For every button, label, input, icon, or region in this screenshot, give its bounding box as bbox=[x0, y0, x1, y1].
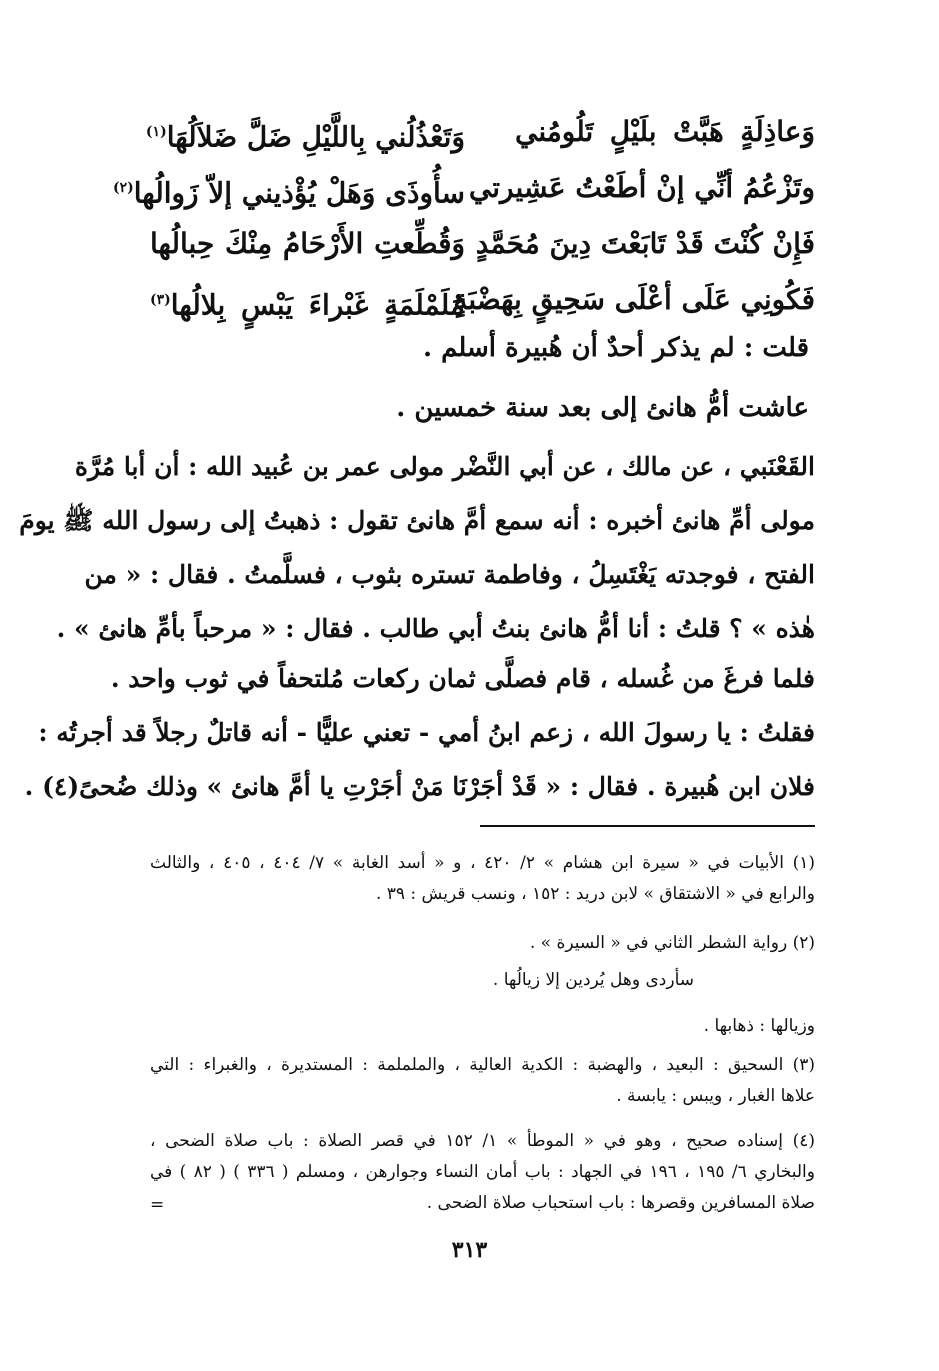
verse-first-hemistich: وَعاذِلَةٍ هَبَّتْ بلَيْلٍ تَلُومُني bbox=[515, 115, 815, 148]
paragraph-line: مولى أمِّ هانئ أخبره : أنه سمع أمَّ هانئ تقول : ذهبتُ إلى رسول الله ﷺ يومَ bbox=[19, 506, 815, 535]
continuation-mark: = bbox=[150, 1195, 165, 1215]
verse-second-text: سأُوذَى وَهَلْ يُؤْذيني إلاّ زَوالُها bbox=[133, 176, 465, 210]
footnote-marker: (٢) bbox=[112, 180, 134, 196]
verse-row bbox=[112, 168, 815, 224]
hadith-paragraph bbox=[19, 440, 815, 656]
footnote-line: والرابع في « الاشتقاق » لابن دريد : ١٥٢ ، ونسب قريش : ٣٩ . bbox=[375, 884, 815, 904]
verse-second-hemistich bbox=[150, 280, 465, 325]
verse-first-hemistich: فَكُونِي عَلَى أعْلَى سَحِيقٍ بِهَضْبَةٍ bbox=[453, 283, 815, 316]
paragraph-line: فلان ابن هُبيرة . فقال : « قَدْ أجَرْنَا مَنْ أجَرْتِ يا أمَّ هانئ » وذلك ضُحىً(٤) . bbox=[24, 772, 815, 801]
footnote-line: (١) الأبيات في « سيرة ابن هشام » ٢/ ٤٢٠ ، و « أسد الغابة » ٧/ ٤٠٤ ، ٤٠٥ ، والثالث bbox=[150, 853, 815, 873]
page-number: ٣١٣ bbox=[451, 1237, 488, 1263]
verse-second-hemistich bbox=[145, 112, 465, 157]
poem-block bbox=[112, 112, 815, 336]
verse-second-text: وَتَعْذُلُني بِاللَّيْلِ ضَلَّ ضَلاَلُهَا bbox=[166, 120, 465, 154]
hadith-paragraph bbox=[24, 652, 815, 814]
footnote-separator bbox=[480, 825, 815, 827]
footnote-2 bbox=[150, 928, 815, 959]
footnote-marker: (٣) bbox=[150, 292, 171, 308]
footnote-line: (٣) السحيق : البعيد ، والهضبة : الكدية العالية ، والململمة : المستديرة ، والغبراء : التي bbox=[150, 1055, 815, 1075]
verse-row bbox=[145, 112, 815, 168]
paragraph-line: هٰذه » ؟ قلتُ : أنا أمُّ هانئ بنتُ أبي طالب . فقال : « مرحباً بأمِّ هانئ » . bbox=[56, 614, 815, 643]
verse-row bbox=[150, 224, 815, 280]
footnote-line: علاها الغبار ، ويبس : يابسة . bbox=[616, 1086, 815, 1106]
footnote-line: (٢) رواية الشطر الثاني في « السيرة » . bbox=[529, 933, 815, 953]
remark-line: قلت : لم يذكر أحدٌ أن هُبيرة أسلم . bbox=[422, 333, 809, 363]
verse-second-text: مُلَمْلَمَةٍ غَبْراءَ يَبْسٍ بِلالُها bbox=[170, 288, 465, 322]
paragraph-line: فلما فرغَ من غُسله ، قام فصلَّى ثمان ركعات مُلتحفاً في ثوب واحد . bbox=[110, 664, 815, 693]
footnote-line: وزيالها : ذهابها . bbox=[703, 1016, 815, 1036]
paragraph-line: فقلتُ : يا رسولَ الله ، زعم ابنُ أمي - تعني عليًّا - أنه قاتلٌ رجلاً قد أجرتُه : bbox=[38, 718, 815, 747]
paragraph-line: القَعْنَبي ، عن مالك ، عن أبي النَّضْر مولى عمر بن عُبيد الله : أن أبا مُرَّة bbox=[74, 452, 815, 481]
footnote-marker: (١) bbox=[145, 124, 167, 140]
footnote-line: والبخاري ٦/ ١٩٥ ، ١٩٦ في الجهاد : باب أمان النساء وجوارهن ، ومسلم ( ٣٣٦ ) ( ٨٢ ) في bbox=[150, 1162, 815, 1182]
verse-first-hemistich: فَإِنْ كُنْتَ قَدْ تَابَعْتَ دِينَ مُحَمَّدٍ bbox=[475, 227, 815, 260]
footnote-3 bbox=[150, 1050, 815, 1112]
footnote-line: صلاة المسافرين وقصرها : باب استحباب صلاة الضحى . bbox=[426, 1193, 815, 1213]
verse-row bbox=[150, 280, 815, 336]
remark-line: عاشت أمُّ هانئ إلى بعد سنة خمسين . bbox=[396, 393, 809, 423]
verse-first-hemistich: وتَزْعُمُ أنِّي إنْ أطَعْتُ عَشِيرتي bbox=[468, 171, 815, 204]
footnote-line: (٤) إسناده صحيح ، وهو في « الموطأ » ١/ ١٥٢ في قصر الصلاة : باب صلاة الضحى ، bbox=[150, 1131, 816, 1151]
verse-second-text: وَقُطِّعتِ الأَرْحَامُ مِنْكَ حِبالُها bbox=[150, 227, 465, 260]
footnote-1 bbox=[150, 848, 815, 910]
footnote-verse: سأردى وهل يُردين إلا زيالُها . bbox=[492, 970, 694, 990]
footnote-4 bbox=[150, 1126, 815, 1219]
verse-second-hemistich bbox=[150, 224, 465, 264]
paragraph-line: الفتح ، فوجدته يَغْتَسِلُ ، وفاطمة تستره بثوب ، فسلَّمتُ . فقال : « من bbox=[84, 560, 815, 589]
footnote-gloss bbox=[150, 1011, 815, 1042]
verse-second-hemistich bbox=[112, 168, 465, 213]
